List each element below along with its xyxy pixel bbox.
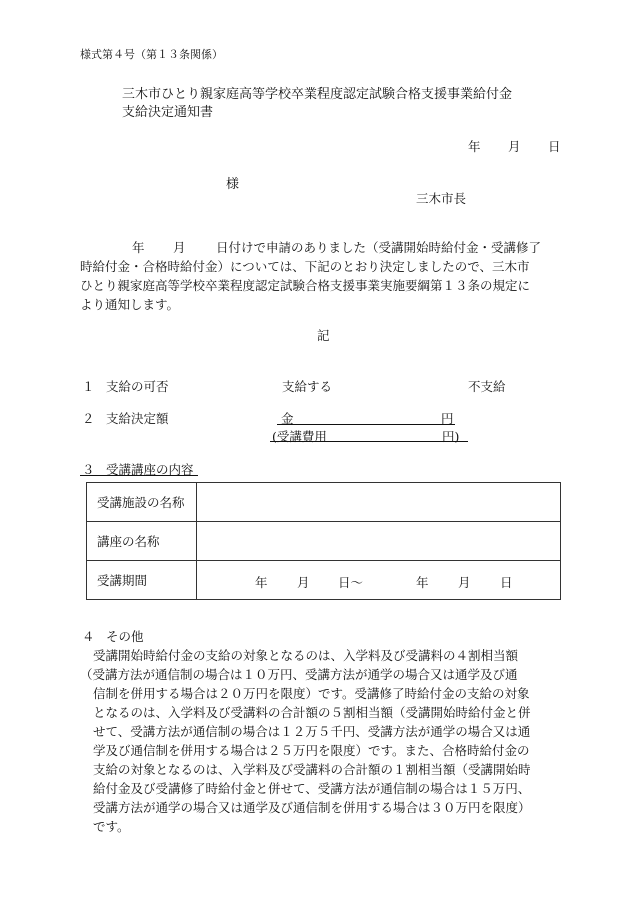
facility-name-value bbox=[197, 483, 561, 522]
document-title-line2: 支給決定通知書 bbox=[122, 105, 214, 120]
item4-line-1: 受講開始時給付金の支給の対象となるのは、入学料及び受講料の４割相当額 bbox=[93, 648, 519, 663]
date-year: 年 bbox=[468, 139, 481, 154]
body-line-2: 時給付金・合格時給付金）については、下記のとおり決定しましたので、三木市 bbox=[80, 259, 530, 274]
course-name-value bbox=[197, 522, 561, 561]
body-month: 月 bbox=[173, 240, 186, 255]
approval-option-no: 不支給 bbox=[468, 379, 506, 394]
body-line-3: ひとり親家庭高等学校卒業程度認定試験合格支援事業実施要綱第１３条の規定に bbox=[80, 278, 531, 293]
amount-underline bbox=[277, 424, 455, 425]
item4-number: ４ bbox=[82, 629, 95, 644]
item3-number: ３ bbox=[82, 462, 95, 477]
body-line-4: より通知します。 bbox=[80, 297, 180, 312]
item4-line-10: です。 bbox=[93, 819, 130, 834]
period-day-start: 日～ bbox=[338, 575, 364, 590]
item2-number: ２ bbox=[82, 411, 95, 426]
fee-yen: 円) bbox=[442, 429, 460, 444]
date-month: 月 bbox=[508, 139, 521, 154]
period-year-start: 年 bbox=[255, 575, 268, 590]
course-name-label: 講座の名称 bbox=[87, 522, 197, 561]
amount-kin: 金 bbox=[281, 411, 294, 426]
item1-label: 支給の可否 bbox=[106, 379, 169, 394]
fee-label: (受講費用 bbox=[272, 429, 327, 444]
item1-number: １ bbox=[82, 379, 95, 394]
approval-option-yes: 支給する bbox=[282, 379, 333, 394]
body-year: 年 bbox=[132, 240, 145, 255]
item3-underline bbox=[80, 475, 198, 476]
item3-label: 受講講座の内容 bbox=[106, 462, 194, 477]
date-day: 日 bbox=[548, 139, 561, 154]
fee-underline bbox=[270, 441, 468, 442]
facility-name-label: 受講施設の名称 bbox=[87, 483, 197, 522]
period-day-end: 日 bbox=[500, 575, 513, 590]
item4-line-2: （受講方法が通信制の場合は１０万円、受講方法が通学の場合又は通学及び通 bbox=[80, 667, 518, 682]
recipient-suffix: 様 bbox=[226, 177, 240, 192]
item4-line-9: 受講方法が通学の場合又は通学及び通信制を併用する場合は３０万円を限度） bbox=[93, 800, 531, 815]
item4-line-8: 給付金及び受講修了時給付金と併せて、受講方法が通信制の場合は１５万円、 bbox=[93, 781, 531, 796]
form-number: 様式第４号（第１３条関係） bbox=[80, 48, 223, 61]
period-year-end: 年 bbox=[416, 575, 429, 590]
item4-label: その他 bbox=[106, 629, 144, 644]
table-row bbox=[87, 483, 561, 522]
sender-name: 三木市長 bbox=[416, 191, 467, 206]
item4-line-6: 学及び通信制を併用する場合は２５万円を限度）です。また、合格時給付金の bbox=[93, 743, 530, 758]
item4-line-7: 支給の対象となるのは、入学料及び受講料の合計額の１割相当額（受講開始時 bbox=[93, 762, 531, 777]
ki-heading: 記 bbox=[317, 328, 330, 343]
amount-yen: 円 bbox=[441, 411, 454, 426]
course-table bbox=[86, 482, 561, 600]
table-row bbox=[87, 561, 561, 600]
period-value bbox=[197, 561, 561, 600]
table-row bbox=[87, 522, 561, 561]
item4-line-4: となるのは、入学料及び受講料の合計額の５割相当額（受講開始時給付金と併 bbox=[93, 705, 531, 720]
item2-label: 支給決定額 bbox=[106, 411, 169, 426]
document-title-line1: 三木市ひとり親家庭高等学校卒業程度認定試験合格支援事業給付金 bbox=[122, 87, 513, 102]
item4-line-5: せて、受講方法が通信制の場合は１２万５千円、受講方法が通学の場合又は通 bbox=[93, 724, 531, 739]
body-day-text: 日付けで申請のありました（受講開始時給付金・受講修了 bbox=[216, 240, 542, 255]
item4-line-3: 信制を併用する場合は２０万円を限度）です。受講修了時給付金の支給の対象 bbox=[93, 686, 530, 701]
period-label: 受講期間 bbox=[87, 561, 197, 600]
period-month-start: 月 bbox=[297, 575, 310, 590]
period-month-end: 月 bbox=[458, 575, 471, 590]
